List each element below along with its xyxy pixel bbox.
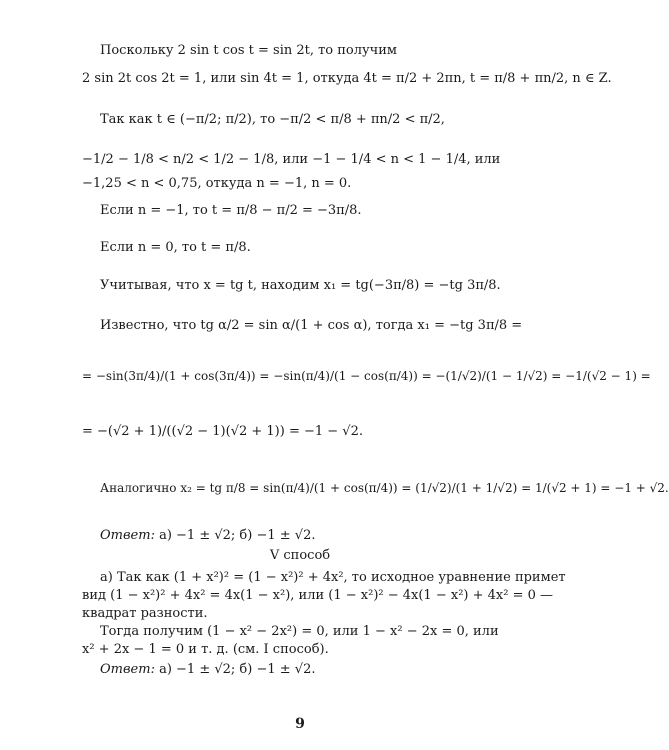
answer-text: а) −1 ± √2; б) −1 ± √2.	[154, 528, 316, 543]
answer-line-2	[100, 662, 315, 678]
answer-label: Ответ:	[100, 528, 155, 543]
text-line-4: −1/2 − 1/8 < n/2 < 1/2 − 1/8, или −1 − 1/4 < n < 1 − 1/4, или	[82, 152, 501, 167]
answer-text: а) −1 ± √2; б) −1 ± √2.	[154, 662, 316, 677]
text-line-12: Аналогично x₂ = tg π/8 = sin(π/4)/(1 + cos(π/4)) = (1/√2)/(1 + 1/√2) = 1/(√2 + 1) = −1 + √2.	[100, 481, 669, 495]
text-line-5: −1,25 < n < 0,75, откуда n = −1, n = 0.	[82, 176, 352, 191]
text-line-8: Учитывая, что x = tg t, находим x₁ = tg(−3π/8) = −tg 3π/8.	[100, 278, 501, 293]
page-number: 9	[295, 716, 305, 732]
answer-label: Ответ:	[100, 662, 155, 677]
answer-line-1	[100, 528, 315, 544]
text-line-13: а) Так как (1 + x²)² = (1 − x²)² + 4x², то исходное уравнение примет	[100, 570, 566, 585]
text-line-17: x² + 2x − 1 = 0 и т. д. (см. I способ).	[82, 642, 329, 657]
text-line-1: Поскольку 2 sin t cos t = sin 2t, то получим	[100, 43, 398, 58]
text-line-2: 2 sin 2t cos 2t = 1, или sin 4t = 1, откуда 4t = π/2 + 2πn, t = π/8 + πn/2, n ∈ Z.	[82, 71, 612, 86]
section-title: V способ	[269, 548, 331, 563]
text-line-14: вид (1 − x²)² + 4x² = 4x(1 − x²), или (1 − x²)² − 4x(1 − x²) + 4x² = 0 —	[82, 588, 554, 603]
text-line-6: Если n = −1, то t = π/8 − π/2 = −3π/8.	[100, 203, 362, 218]
text-line-3: Так как t ∈ (−π/2; π/2), то −π/2 < π/8 + πn/2 < π/2,	[100, 112, 445, 127]
text-line-15: квадрат разности.	[82, 606, 208, 621]
text-line-9: Известно, что tg α/2 = sin α/(1 + cos α), тогда x₁ = −tg 3π/8 =	[100, 318, 523, 333]
text-line-16: Тогда получим (1 − x² − 2x²) = 0, или 1 − x² − 2x = 0, или	[100, 624, 499, 639]
text-line-11: = −(√2 + 1)/((√2 − 1)(√2 + 1)) = −1 − √2.	[82, 424, 363, 439]
text-line-10: = −sin(3π/4)/(1 + cos(3π/4)) = −sin(π/4)/(1 − cos(π/4)) = −(1/√2)/(1 − 1/√2) = −1/(√2 − 1) =	[82, 369, 651, 383]
text-line-7: Если n = 0, то t = π/8.	[100, 240, 251, 255]
